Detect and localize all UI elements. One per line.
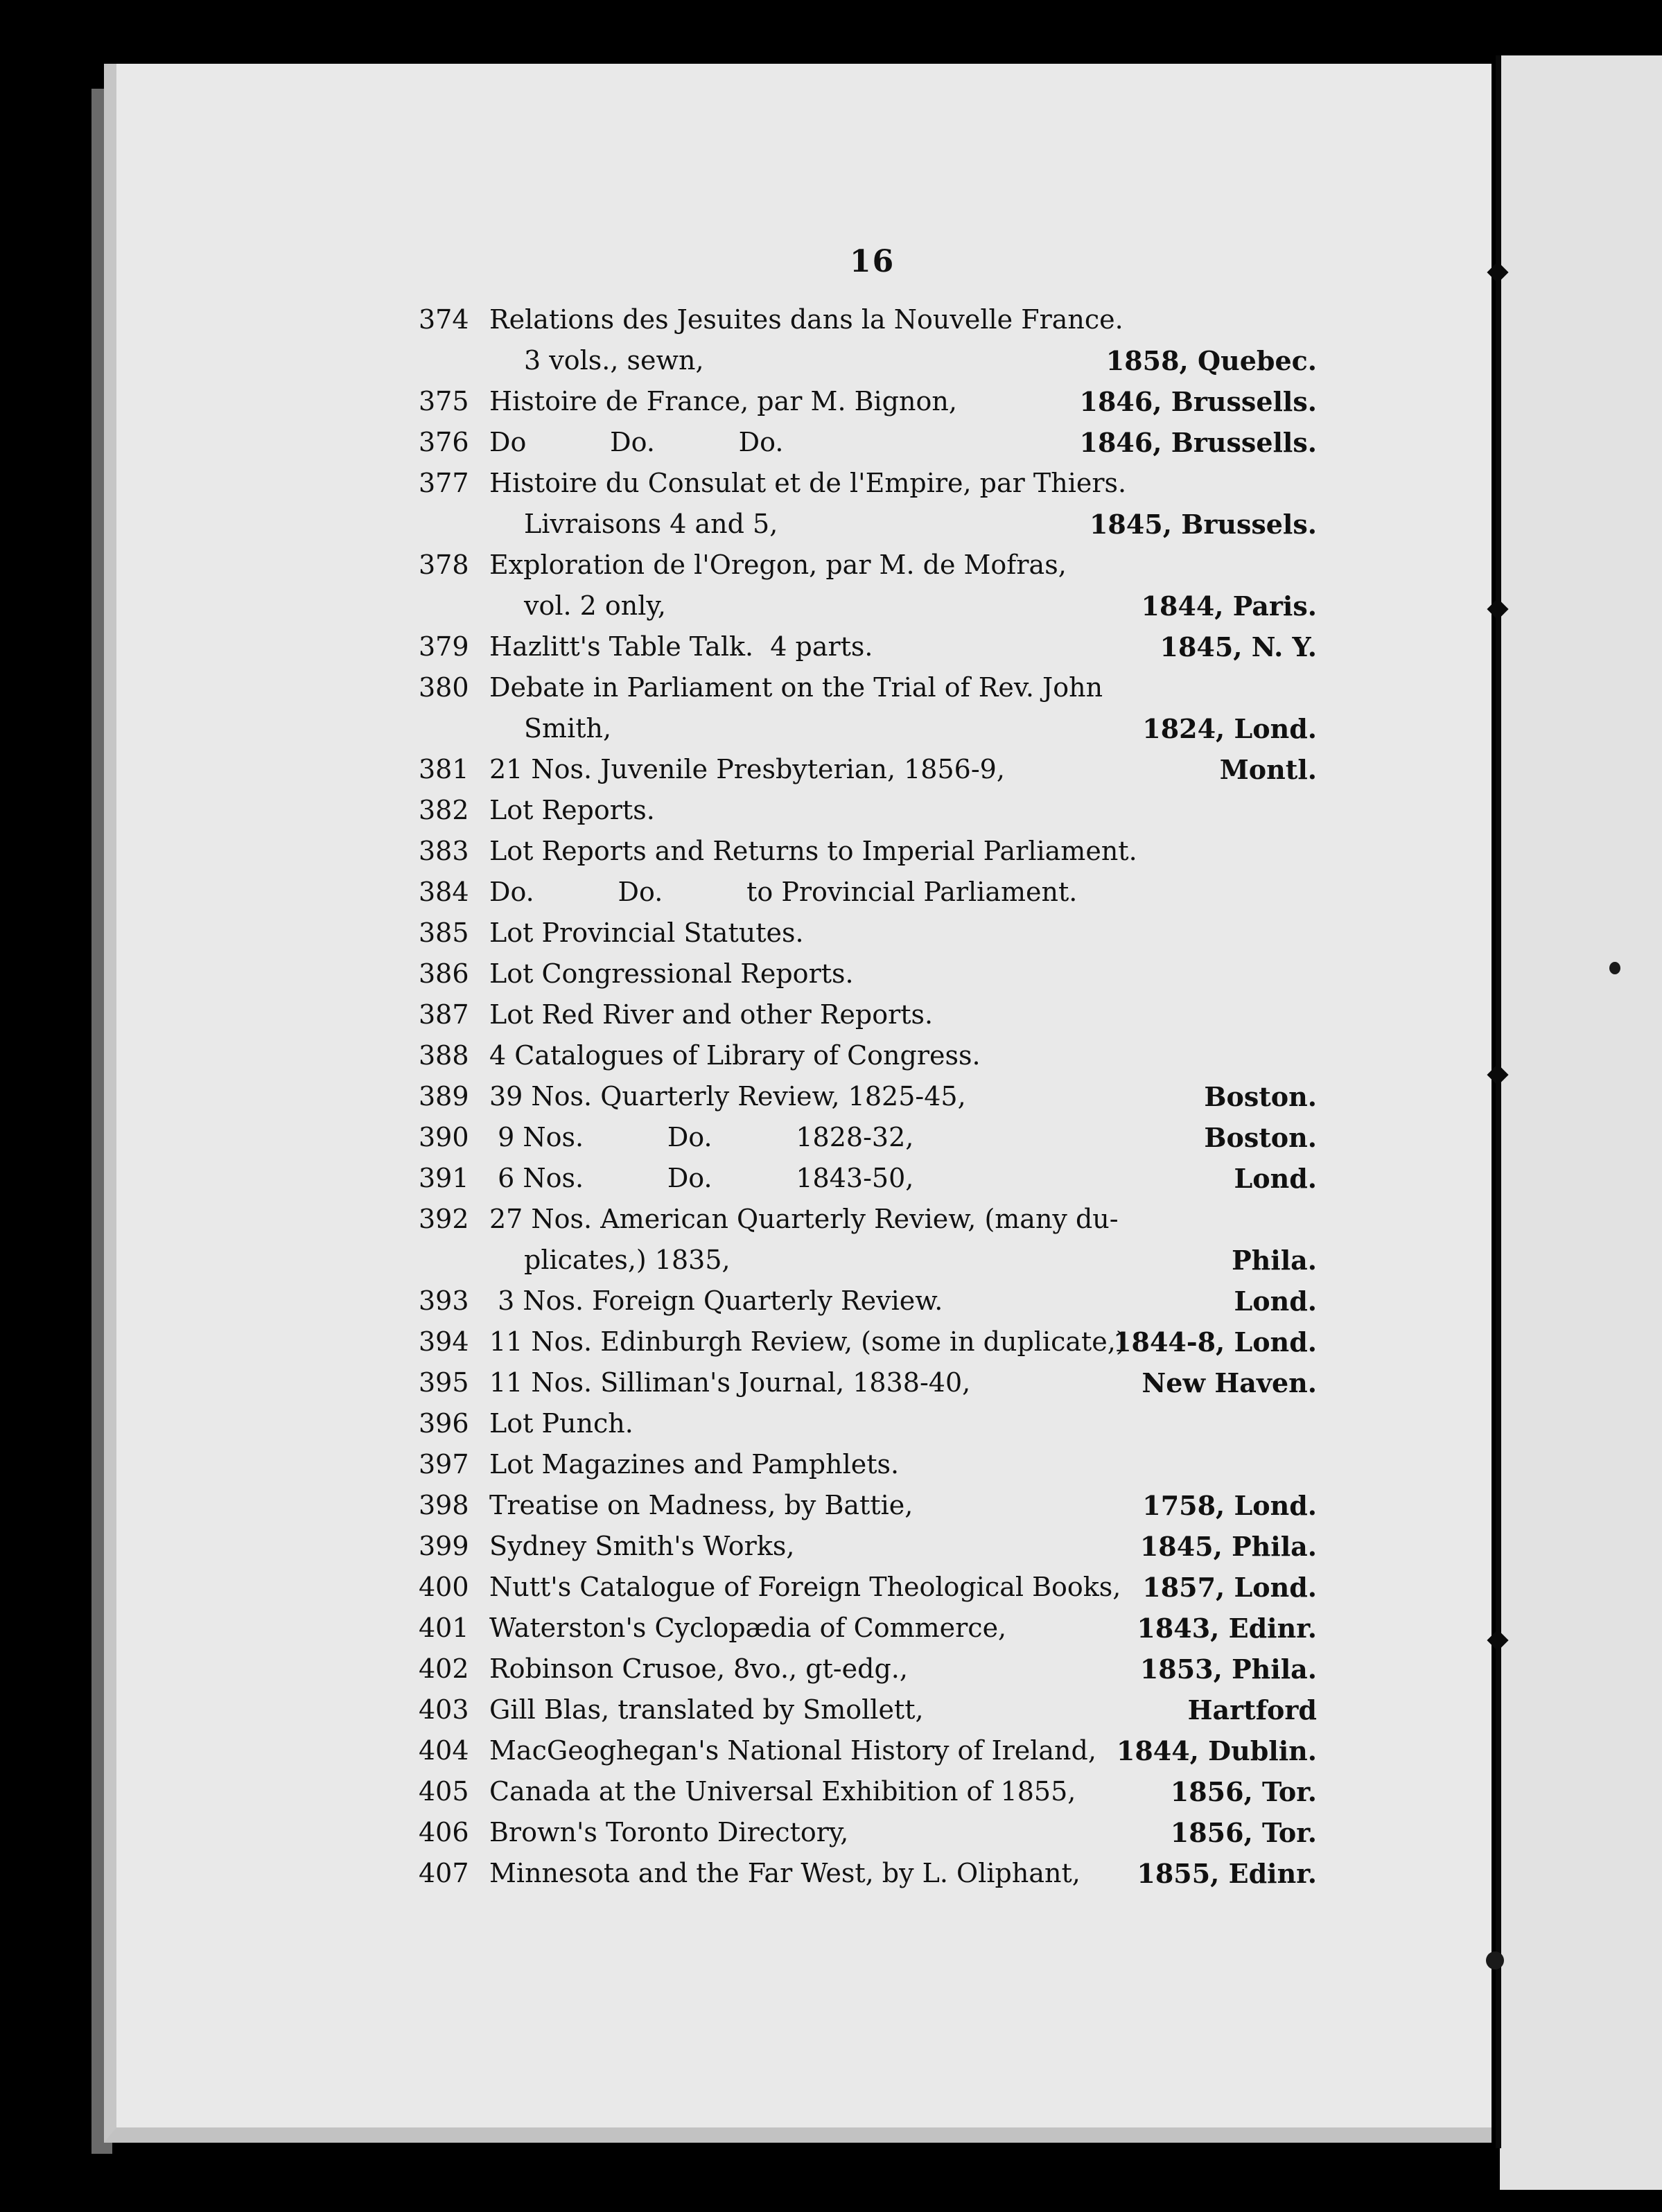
catalogue-entry — [0, 1730, 1662, 1771]
catalogue-entry-continuation — [0, 1240, 1662, 1281]
entry-year-place: 1844-8, Lond. — [1113, 1326, 1317, 1358]
entry-number: 376 — [419, 427, 469, 457]
entry-title: Relations des Jesuites dans la Nouvelle France. — [489, 304, 1123, 335]
entry-title: Lot Reports. — [489, 795, 655, 825]
catalogue-entry — [0, 1117, 1662, 1158]
catalogue-entry — [0, 1689, 1662, 1730]
entry-title: Debate in Parliament on the Trial of Rev. John — [489, 672, 1103, 703]
entry-year-place: New Haven. — [1141, 1367, 1317, 1398]
catalogue-entry — [0, 1812, 1662, 1853]
entry-title: Lot Magazines and Pamphlets. — [489, 1449, 900, 1480]
entry-year-place: 1844, Paris. — [1141, 590, 1317, 622]
entry-title: Brown's Toronto Directory, — [489, 1817, 849, 1847]
entry-year-place: 1856, Tor. — [1170, 1817, 1317, 1848]
entry-number: 379 — [419, 631, 469, 662]
entry-number: 402 — [419, 1653, 469, 1684]
catalogue-entry — [0, 1403, 1662, 1444]
entry-number: 401 — [419, 1613, 469, 1643]
entry-year-place: 1845, Brussels. — [1089, 509, 1317, 540]
catalogue-entry — [0, 381, 1662, 422]
entry-number: 390 — [419, 1122, 469, 1152]
entry-title: Waterston's Cyclopædia of Commerce, — [489, 1613, 1007, 1643]
entry-year-place: Phila. — [1232, 1245, 1317, 1276]
catalogue-entry — [0, 667, 1662, 708]
entry-number: 392 — [419, 1204, 469, 1234]
entry-year-place: 1846, Brussells. — [1079, 386, 1317, 417]
entry-title: 9 Nos. Do. 1828-32, — [489, 1122, 914, 1152]
entry-year-place: 1857, Lond. — [1142, 1572, 1317, 1603]
entry-title: Canada at the Universal Exhibition of 1855, — [489, 1776, 1076, 1807]
entry-number: 382 — [419, 795, 469, 825]
entry-number: 397 — [419, 1449, 469, 1480]
catalogue-entry — [0, 1608, 1662, 1649]
entry-title-continued: Smith, — [524, 713, 612, 744]
entry-number: 387 — [419, 999, 469, 1030]
entry-number: 378 — [419, 550, 469, 580]
entry-title: Lot Punch. — [489, 1408, 633, 1439]
entry-title-continued: vol. 2 only, — [524, 590, 666, 621]
catalogue-entry — [0, 994, 1662, 1035]
catalogue-entry — [0, 954, 1662, 994]
catalogue-entry — [0, 1853, 1662, 1894]
entry-year-place: Boston. — [1204, 1122, 1317, 1153]
page-number: 16 — [850, 244, 895, 279]
entry-year-place: 1844, Dublin. — [1116, 1735, 1317, 1766]
entry-title-continued: Livraisons 4 and 5, — [524, 509, 778, 539]
entry-title: 6 Nos. Do. 1843-50, — [489, 1163, 914, 1193]
catalogue-entry — [0, 1322, 1662, 1362]
catalogue-entry — [0, 1362, 1662, 1403]
catalogue-entry-continuation — [0, 504, 1662, 545]
entry-year-place: 1846, Brussells. — [1079, 427, 1317, 458]
catalogue-entry — [0, 1158, 1662, 1199]
catalogue-entry — [0, 1281, 1662, 1322]
entry-number: 384 — [419, 877, 469, 907]
entry-year-place: 1853, Phila. — [1139, 1653, 1317, 1685]
entry-year-place: 1845, N. Y. — [1160, 631, 1317, 662]
entry-number: 385 — [419, 918, 469, 948]
entry-title: Histoire du Consulat et de l'Empire, par Thiers. — [489, 468, 1127, 498]
entry-title: Histoire de France, par M. Bignon, — [489, 386, 957, 416]
catalogue-entry — [0, 1649, 1662, 1689]
entry-year-place: 1858, Quebec. — [1105, 345, 1317, 376]
entry-title: Lot Congressional Reports. — [489, 958, 854, 989]
entry-number: 393 — [419, 1285, 469, 1316]
entry-number: 400 — [419, 1572, 469, 1602]
entry-title: Lot Reports and Returns to Imperial Parliament. — [489, 836, 1137, 866]
entry-number: 375 — [419, 386, 469, 416]
scan-speck — [1486, 1951, 1504, 1969]
entry-title: 21 Nos. Juvenile Presbyterian, 1856-9, — [489, 754, 1005, 784]
catalogue-entry — [0, 872, 1662, 913]
entry-number: 381 — [419, 754, 469, 784]
entry-year-place: 1843, Edinr. — [1137, 1613, 1317, 1644]
catalogue-entry-continuation — [0, 340, 1662, 381]
entry-title: 11 Nos. Edinburgh Review, (some in duplicate,) — [489, 1326, 1126, 1357]
entry-title: Robinson Crusoe, 8vo., gt-edg., — [489, 1653, 908, 1684]
catalogue-entry — [0, 1035, 1662, 1076]
entry-title: Sydney Smith's Works, — [489, 1531, 795, 1561]
catalogue-entry — [0, 626, 1662, 667]
entry-title: Exploration de l'Oregon, par M. de Mofras, — [489, 550, 1067, 580]
entry-number: 407 — [419, 1858, 469, 1888]
entry-title-continued: plicates,) 1835, — [524, 1245, 731, 1275]
entry-title: Gill Blas, translated by Smollett, — [489, 1694, 924, 1725]
catalogue-entry — [0, 1485, 1662, 1526]
catalogue-entry-list — [0, 299, 1662, 1894]
catalogue-entry — [0, 422, 1662, 463]
entry-title: Nutt's Catalogue of Foreign Theological Books, — [489, 1572, 1121, 1602]
entry-number: 406 — [419, 1817, 469, 1847]
entry-title: 27 Nos. American Quarterly Review, (many du- — [489, 1204, 1119, 1234]
entry-number: 405 — [419, 1776, 469, 1807]
entry-year-place: Boston. — [1204, 1081, 1317, 1112]
entry-year-place: Hartford — [1187, 1694, 1317, 1726]
catalogue-entry — [0, 299, 1662, 340]
entry-number: 396 — [419, 1408, 469, 1439]
catalogue-entry — [0, 1567, 1662, 1608]
entry-title: Treatise on Madness, by Battie, — [489, 1490, 913, 1520]
entry-title: Hazlitt's Table Talk. 4 parts. — [489, 631, 873, 662]
entry-number: 391 — [419, 1163, 469, 1193]
catalogue-entry — [0, 913, 1662, 954]
catalogue-entry — [0, 1771, 1662, 1812]
entry-number: 374 — [419, 304, 469, 335]
entry-title: Lot Provincial Statutes. — [489, 918, 804, 948]
entry-year-place: Montl. — [1219, 754, 1317, 785]
entry-year-place: 1855, Edinr. — [1137, 1858, 1317, 1889]
entry-year-place: 1824, Lond. — [1142, 713, 1317, 744]
entry-title-continued: 3 vols., sewn, — [524, 345, 704, 376]
entry-title: Do Do. Do. — [489, 427, 784, 457]
catalogue-entry — [0, 749, 1662, 790]
catalogue-entry-continuation — [0, 586, 1662, 626]
entry-number: 389 — [419, 1081, 469, 1112]
entry-title: Minnesota and the Far West, by L. Oliphant, — [489, 1858, 1081, 1888]
entry-number: 388 — [419, 1040, 469, 1071]
entry-number: 395 — [419, 1367, 469, 1398]
entry-number: 386 — [419, 958, 469, 989]
entry-year-place: 1856, Tor. — [1170, 1776, 1317, 1807]
entry-number: 380 — [419, 672, 469, 703]
catalogue-entry — [0, 1199, 1662, 1240]
entry-title: MacGeoghegan's National History of Ireland, — [489, 1735, 1096, 1766]
catalogue-entry — [0, 545, 1662, 586]
catalogue-entry — [0, 1444, 1662, 1485]
catalogue-entry — [0, 831, 1662, 872]
entry-year-place: Lond. — [1234, 1285, 1317, 1317]
catalogue-entry — [0, 790, 1662, 831]
entry-year-place: Lond. — [1234, 1163, 1317, 1194]
entry-title: 4 Catalogues of Library of Congress. — [489, 1040, 981, 1071]
catalogue-entry — [0, 1076, 1662, 1117]
entry-year-place: 1758, Lond. — [1142, 1490, 1317, 1521]
catalogue-entry-continuation — [0, 708, 1662, 749]
entry-number: 394 — [419, 1326, 469, 1357]
entry-year-place: 1845, Phila. — [1139, 1531, 1317, 1562]
entry-number: 399 — [419, 1531, 469, 1561]
entry-title: 11 Nos. Silliman's Journal, 1838-40, — [489, 1367, 971, 1398]
entry-number: 404 — [419, 1735, 469, 1766]
entry-title: 3 Nos. Foreign Quarterly Review. — [489, 1285, 943, 1316]
entry-number: 383 — [419, 836, 469, 866]
entry-number: 377 — [419, 468, 469, 498]
entry-title: Do. Do. to Provincial Parliament. — [489, 877, 1078, 907]
entry-title: 39 Nos. Quarterly Review, 1825-45, — [489, 1081, 966, 1112]
entry-number: 398 — [419, 1490, 469, 1520]
catalogue-entry — [0, 1526, 1662, 1567]
entry-number: 403 — [419, 1694, 469, 1725]
entry-title: Lot Red River and other Reports. — [489, 999, 934, 1030]
catalogue-entry — [0, 463, 1662, 504]
